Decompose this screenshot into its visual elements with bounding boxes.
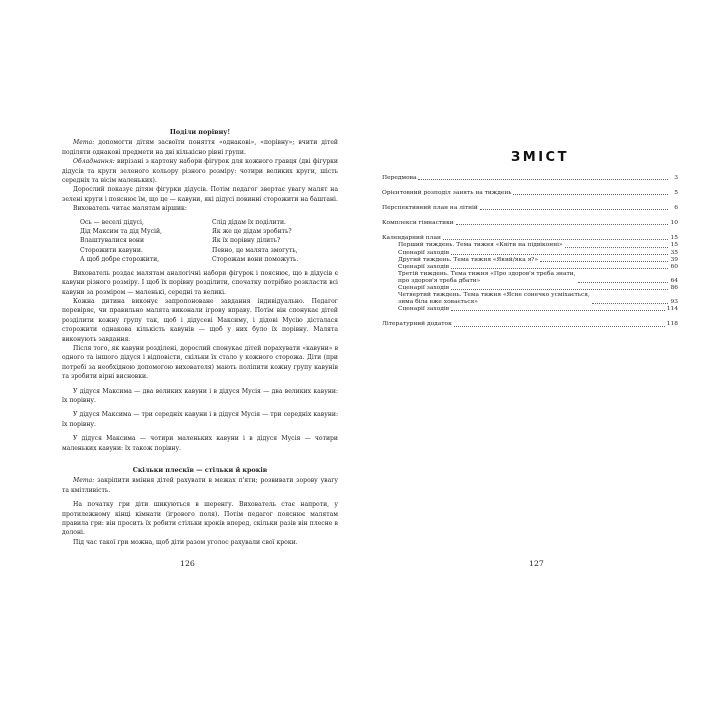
toc-leader xyxy=(540,261,668,262)
paragraph: У дідуся Максима — три середніх кавуни і в дідуся Мусія — три середніх кавуни: їх порівну. xyxy=(62,411,338,428)
page-number-left: 126 xyxy=(180,559,195,568)
goal-paragraph-2 xyxy=(62,476,338,495)
toc-subitem[interactable] xyxy=(382,257,678,264)
poem-line xyxy=(80,227,338,236)
toc-leader xyxy=(451,268,668,269)
left-page-text xyxy=(62,128,338,547)
toc-leader xyxy=(443,239,668,240)
toc-page: 86 xyxy=(670,285,678,292)
toc-leader xyxy=(565,247,668,248)
toc-page: 64 xyxy=(670,277,678,284)
toc-page: 114 xyxy=(666,306,678,313)
toc-label: Другий тиждень. Тема тижня «Який/яка я?» xyxy=(398,256,539,263)
poem xyxy=(80,218,338,265)
paragraph: Кожна дитина виконує запропоноване завдання індивідуально. Педагог перевіряє, чи правильно малята виконали ігрову вправу. Потім він спонукає дітей розділити кожну групу так, щоб і дідусеві Максиму, і дідові Мусію дісталася сторожити однакова кількість кавунів — щоб у них було їх порівну. Малята виконують завдання. xyxy=(62,297,338,343)
toc-leader xyxy=(480,209,668,210)
toc-leader xyxy=(451,289,668,290)
equipment-text: вирізані з картону набори фігурок для кожного гравця (дві фігурки дідусів та круги зеленого кольору різного розміру: чотири великих круги, шість середніх та вісім маленьких). xyxy=(62,158,338,185)
toc-subitem[interactable] xyxy=(382,264,678,271)
toc-item[interactable] xyxy=(382,190,678,197)
toc-page: 118 xyxy=(666,321,678,328)
paragraph: Після того, як кавуни розділені, дорослий спонукає дітей порахувати «кавуни» в одного та іншого дідуся і відповісти, скільки їх стало у кожного сторожа. Діти (при потребі за необхідною допомогою вихователя) мають поліпити кожну групу кавунів та зробити вірні висновки. xyxy=(62,344,338,381)
toc-subitem[interactable] xyxy=(382,250,678,257)
toc-leader xyxy=(456,224,668,225)
equipment-paragraph xyxy=(62,157,338,185)
toc-leader xyxy=(578,282,668,283)
toc-page: 5 xyxy=(674,190,678,197)
toc-leader xyxy=(418,179,668,180)
poem-left: Дід Максим та дід Мусій, xyxy=(80,228,162,236)
poem-left: А щоб добре сторожити, xyxy=(80,256,160,264)
toc-item[interactable] xyxy=(382,220,678,227)
toc-subitem[interactable] xyxy=(382,292,678,306)
toc-label: Сценарії заходів xyxy=(398,263,450,270)
toc-subitem[interactable] xyxy=(382,242,678,249)
toc-item[interactable] xyxy=(382,205,678,212)
poem-line xyxy=(80,255,338,264)
toc-leader xyxy=(592,303,668,304)
toc-label: Передмова xyxy=(382,175,417,181)
paragraph: Дорослий показує дітям фігурки дідусів. Потім педагог звертає увагу малят на зелені круги і пояснює їм, що це — кавуни, які дідусі повинні сторожити на баштані. xyxy=(62,186,338,203)
table-of-contents xyxy=(382,175,678,329)
goal-label-1: Мета: xyxy=(73,139,95,147)
toc-title: ЗМІСТ xyxy=(511,150,569,165)
toc-label: Календарний план xyxy=(382,235,441,242)
toc-leader xyxy=(451,254,668,255)
goal-text-1: допомогти дітям засвоїти поняття «однакові», «порівну»; вчити дітей поділяти однакові предмети на дві кількісно рівні групи. xyxy=(62,139,338,156)
toc-subitem[interactable] xyxy=(382,271,678,285)
toc-label: Перший тиждень. Тема тижня «Квіти на підвіконні» xyxy=(398,242,563,249)
toc-subitem[interactable] xyxy=(382,306,678,313)
poem-right: Сторожам вони поможуть. xyxy=(212,256,299,264)
toc-label: Сценарії заходів xyxy=(398,306,450,313)
poem-right: Як же це дідам зробить? xyxy=(212,228,292,236)
poem-right: Певно, це малята змогуть, xyxy=(212,246,298,254)
toc-leader xyxy=(451,310,665,311)
section-title-2: Скільки плескїв — стільки й кроків xyxy=(132,466,268,474)
toc-page: 93 xyxy=(670,299,678,306)
toc-subitem[interactable] xyxy=(382,285,678,292)
toc-label: Третій тиждень. Тема тижня «Про здоров'я треба знати, про здоров'я треба дбати» xyxy=(398,270,576,284)
toc-leader xyxy=(454,326,665,327)
paragraph: У дідуся Максима — чотири маленьких кавуни і в дідуся Мусія — чотири маленьких кавуни: їх також порівну. xyxy=(62,435,338,452)
toc-page: 60 xyxy=(670,263,678,270)
poem-left: Сторожити кавуни. xyxy=(80,246,143,254)
toc-page: 6 xyxy=(674,205,678,212)
page-number-right: 127 xyxy=(529,559,544,568)
paragraph: Вихователь роздає малятам аналогічні набори фігурок і пояснює, що в дідусів є кавуни різного розміру. І щоб їх порівну розділити, спочатку потрібно розкласти всі кавуни за розміром — маленькі, середні та великі. xyxy=(62,269,338,296)
paragraph: Під час такої гри можна, щоб діти разом уголос рахували свої кроки. xyxy=(73,538,298,546)
toc-page: 39 xyxy=(670,256,678,263)
poem-left: Ось — веселі дідусі, xyxy=(80,218,144,226)
goal-text-2: закріпити вміння дітей рахувати в межах п'яти; розвивати зорову увагу та кмітливість. xyxy=(62,477,338,494)
toc-item[interactable] xyxy=(382,235,678,242)
toc-item[interactable] xyxy=(382,175,678,182)
goal-paragraph-1 xyxy=(62,138,338,157)
goal-label-2: Мета: xyxy=(73,477,95,485)
toc-page: 3 xyxy=(674,175,678,181)
paragraph: Вихователь читає малятам віршик: xyxy=(73,205,187,213)
toc-label: Сценарії заходів xyxy=(398,249,450,256)
toc-page: 10 xyxy=(670,220,678,227)
toc-page: 15 xyxy=(670,242,678,249)
toc-label: Комплекси гімнастики xyxy=(382,220,454,227)
toc-label: Орієнтовний розподіл занять на тиждень xyxy=(382,190,512,197)
toc-page: 15 xyxy=(670,235,678,242)
toc-leader xyxy=(513,194,668,195)
toc-item[interactable] xyxy=(382,321,678,328)
toc-label: Четвертий тиждень. Тема тижня «Ясне сонечко усміхається, зима біла вже ховається» xyxy=(398,292,590,306)
poem-right: Слід дідам їх поділити. xyxy=(212,218,286,226)
paragraph: У дідуся Максима — два великих кавуни і в дідуся Мусія — два великих кавуни: їх порівну. xyxy=(62,387,338,404)
poem-line xyxy=(80,246,338,255)
toc-label: Сценарії заходів xyxy=(398,285,450,292)
paragraph: На початку гри діти шикуються в шеренгу. Вихователь стає напроти, у протилежному кінці кімнати (ігрового поля). Потім педагог пояснює малятам правила гри: він просить їх робити стільки кроків вперед, скільки разів він плесне в долоні. xyxy=(62,501,338,537)
poem-line xyxy=(80,236,338,245)
toc-label: Перспективний план на літній xyxy=(382,205,478,212)
toc-label: Літературний додаток xyxy=(382,321,452,328)
toc-page: 35 xyxy=(670,249,678,256)
poem-line xyxy=(80,218,338,227)
section-title-1: Поділи порівну! xyxy=(169,128,231,136)
poem-left: Влаштувалися вони xyxy=(80,237,145,245)
poem-right: Як їх порівну ділить? xyxy=(212,237,281,245)
equipment-label: Обладнання: xyxy=(73,158,115,166)
